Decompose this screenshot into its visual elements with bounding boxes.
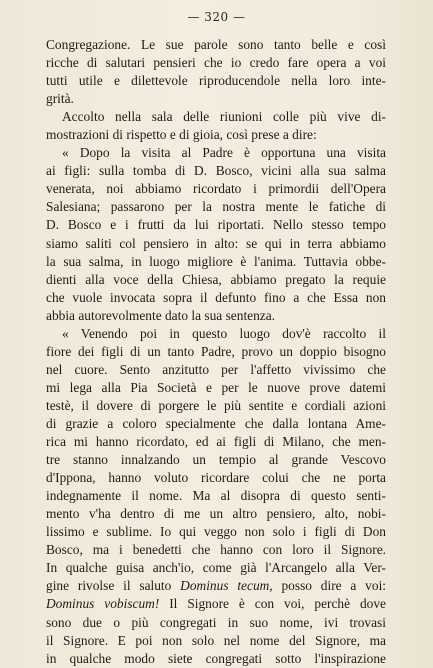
text-line: rica mi hanno ricordato, ed ai figli di Milano, che men- xyxy=(46,434,386,450)
text-line: tutti utile e dilettevole riproducendole nella loro inte- xyxy=(46,73,386,89)
text-line xyxy=(46,577,386,595)
text-line: ricche di salutari pensieri che io credo fare opera a voi xyxy=(46,55,386,71)
text-line: mento v'ha dentro di me un altro pensiero, alto, nobi- xyxy=(46,506,386,522)
text-line: mi lega alla Pia Società e per le nuove prove datemi xyxy=(46,379,386,395)
text-line: abbia autorevolmente dato la sua sentenza. xyxy=(46,307,276,323)
text-line: venerata, noi abbiamo ricordato i primordii dell'Opera xyxy=(46,181,386,197)
text-line: in qualche modo siete congregati sotto l'inspirazione xyxy=(46,650,386,666)
text-line: Bosco, ma i benedetti che hanno con loro il Signore. xyxy=(46,542,386,558)
text-segment: Il Signore è con voi, perchè dove xyxy=(159,596,386,612)
text-line: tre stanno innalzando un tempio al grande Vescovo xyxy=(46,452,386,468)
text-line: d'Ippona, hanno voluto ricordare colui che ne porta xyxy=(46,470,386,486)
text-line: Congregazione. Le sue parole sono tanto belle e così xyxy=(46,37,386,52)
text-line: « Dopo la visita al Padre è opportuna una visita xyxy=(62,145,386,161)
italic-phrase: Dominus vobiscum! xyxy=(46,596,160,612)
text-line: indegnamente il nome. Ma al disopra di questo senti- xyxy=(46,488,386,504)
text-line: di grazie a coloro specialmente che dalla lontana Ame- xyxy=(46,415,386,431)
text-line: In qualche guisa anch'io, come già l'Arcangelo alla Ver- xyxy=(46,560,386,576)
page-number: — 320 — xyxy=(187,10,246,24)
text-segment: posso dire a voi: xyxy=(272,578,387,594)
text-line: grità. xyxy=(46,91,74,107)
text-line: mostrazioni di rispetto e di gioia, così prese a dire: xyxy=(46,127,317,143)
text-line: sono due o più congregati in suo nome, ivi trovasi xyxy=(46,614,386,630)
text-line: nel cuore. Sento anzitutto per l'affetto vivissimo che xyxy=(46,361,386,377)
text-line: D. Bosco e i frutti da lui riportati. Nello stesso tempo xyxy=(46,217,386,233)
text-line: fiore dei figli di un tanto Padre, provo un doppio bisogno xyxy=(46,343,386,359)
text-line: la sua salma, in luogo migliore è l'anima. Tuttavia obbe- xyxy=(46,253,386,269)
text-line: lissimo e sublime. Io qui veggo non solo i figli di Don xyxy=(46,524,386,540)
text-line: Salesiana; passarono per la nostra mente le fatiche di xyxy=(46,199,386,215)
text-line: « Venendo poi in questo luogo dov'è raccolto il xyxy=(62,325,386,341)
body-text xyxy=(46,36,386,668)
text-line: il Signore. E poi non solo nel nome del Signore, ma xyxy=(46,632,386,648)
text-line: siamo saliti col pensiero in alto: se qui in terra abbiamo xyxy=(46,235,386,251)
text-line: che vuole invocata sopra il defunto fino a che Essa non xyxy=(46,289,386,305)
italic-phrase: Dominus tecum, xyxy=(180,578,273,594)
text-line: ai figli: sulla tomba di D. Bosco, vicini alla sua salma xyxy=(46,163,386,179)
text-line: dienti alla voce della Chiesa, abbiamo pregato la requie xyxy=(46,271,386,287)
text-line: Accolto nella sala delle riunioni colle più vive di- xyxy=(62,109,386,125)
text-line: testè, il dovere di porgere le più sentite e cordiali azioni xyxy=(46,397,386,413)
text-line xyxy=(46,595,386,613)
text-segment: gine rivolse il saluto xyxy=(46,578,181,594)
